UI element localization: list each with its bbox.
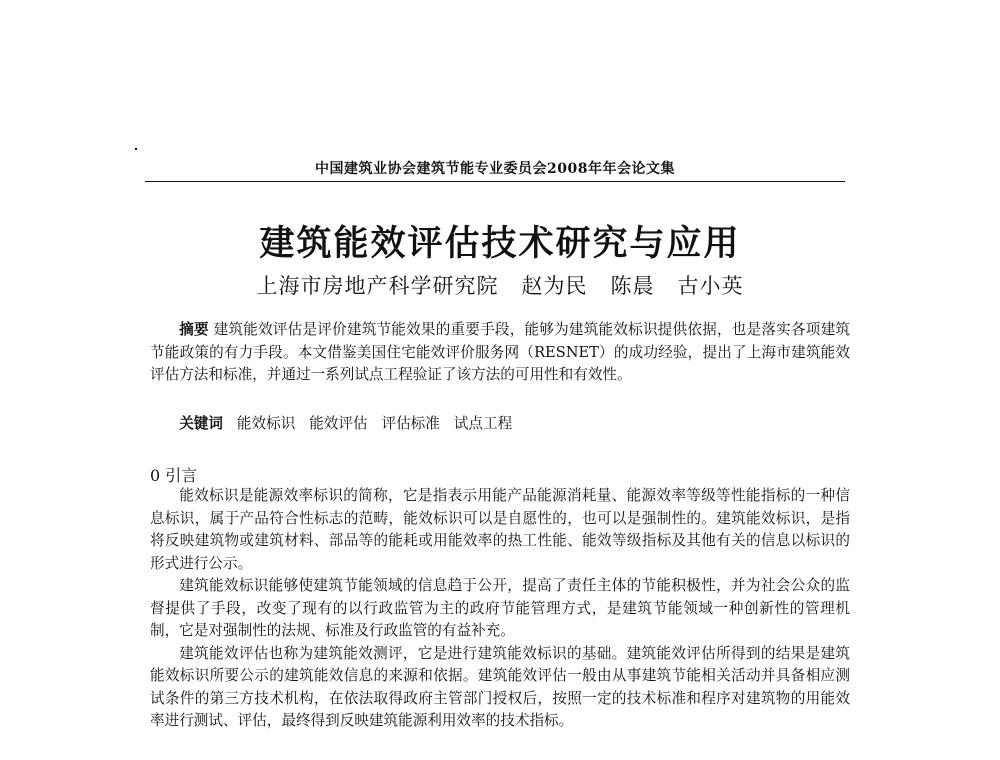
abstract-text: 建筑能效评估是评价建筑节能效果的重要手段，能够为建筑能效标识提供依据，也是落实各项建筑节能政策的有力手段。本文借鉴美国住宅能效评价服务网（RESNET）的成功经验，提出了上海市建筑能效评估方法和标准，并通过一系列试点工程验证了该方法的可用性和有效性。 bbox=[150, 321, 850, 383]
scan-speck bbox=[135, 148, 137, 150]
paragraph-1: 能效标识是能源效率标识的简称，它是指表示用能产品能源消耗量、能源效率等级等性能指标的一种信息标识，属于产品符合性标志的范畴，能效标识可以是自愿性的，也可以是强制性的。建筑能效标识，是指将反映建筑物或建筑材料、部品等的能耗或用能效率的热工性能、能效等级指标及其他有关的信息以标识的形式进行公示。 bbox=[150, 487, 850, 572]
running-header: 中国建筑业协会建筑节能专业委员会2008年年会论文集 bbox=[315, 161, 675, 177]
section-heading: 0 引言 bbox=[150, 466, 198, 485]
body-text bbox=[150, 485, 850, 733]
header-rule bbox=[145, 181, 845, 182]
keywords-label: 关键词 bbox=[179, 415, 223, 432]
paper-title: 建筑能效评估技术研究与应用 bbox=[259, 223, 741, 264]
keywords-items: 能效标识 能效评估 评估标准 试点工程 bbox=[236, 415, 513, 432]
abstract-block bbox=[150, 319, 850, 387]
keywords-block bbox=[150, 413, 850, 436]
paragraph-3: 建筑能效评估也称为建筑能效测评，它是进行建筑能效标识的基础。建筑能效评估所得到的结果是建筑能效标识所要公示的建筑能效信息的来源和依据。建筑能效评估一般由从事建筑节能相关活动并具备相应测试条件的第三方技术机构，在依法取得政府主管部门授权后，按照一定的技术标准和程序对建筑物的用能效率进行测试、评估，最终得到反映建筑能源利用效率的技术指标。 bbox=[150, 644, 850, 729]
abstract-label: 摘要 bbox=[179, 321, 209, 338]
paragraph-2: 建筑能效标识能够使建筑节能领域的信息趋于公开，提高了责任主体的节能积极性，并为社会公众的监督提供了手段，改变了现有的以行政监管为主的政府节能管理方式，是建筑节能领域一种创新性的管理机制，它是对强制性的法规、标准及行政监管的有益补充。 bbox=[150, 577, 850, 639]
author-affiliation: 上海市房地产科学研究院 赵为民 陈晨 古小英 bbox=[256, 274, 744, 298]
